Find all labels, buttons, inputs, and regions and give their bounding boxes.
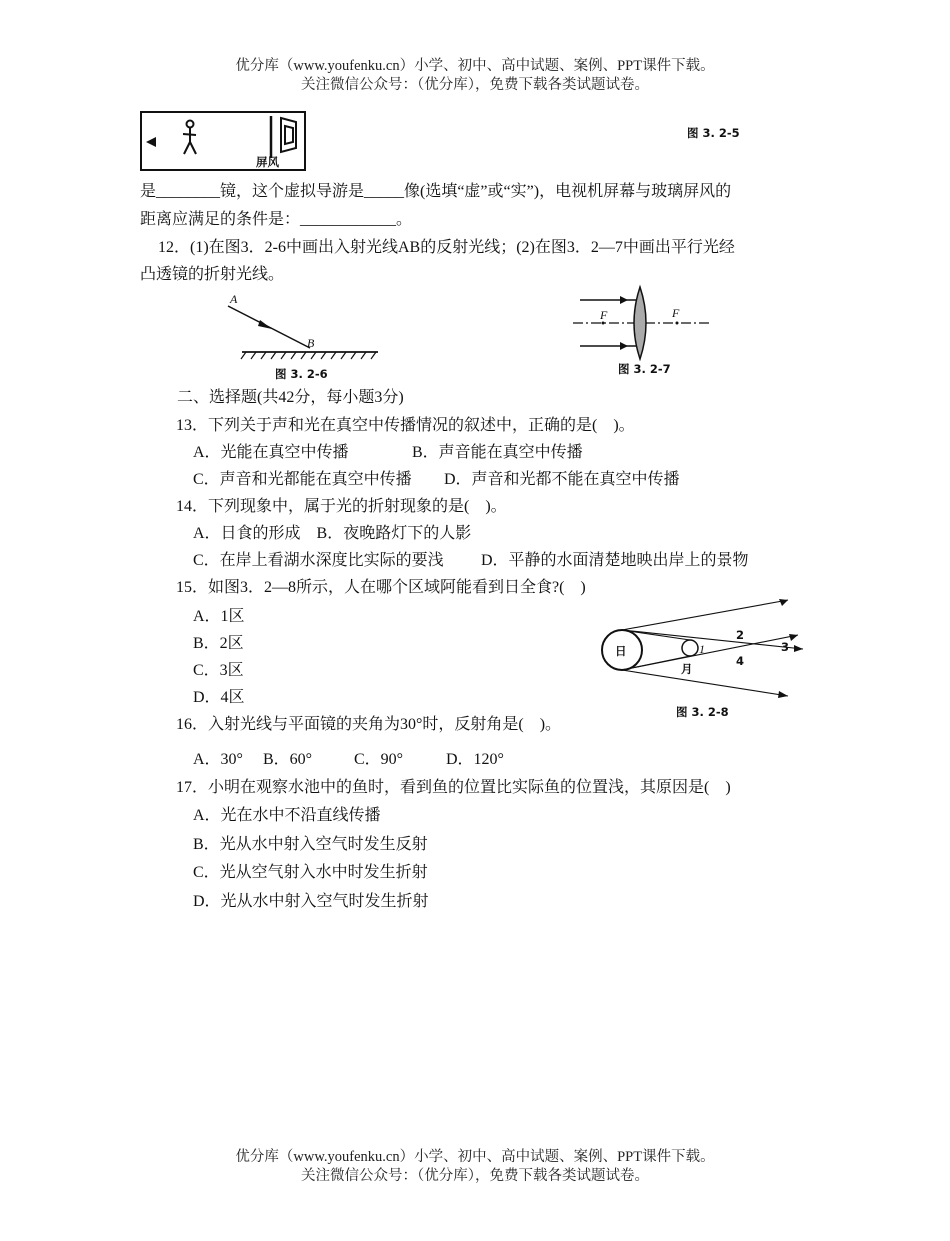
section-2-title: 二、选择题(共42分，每小题3分)	[177, 389, 404, 406]
figure-3-2-5-caption: 图 3. 2-5	[687, 126, 740, 140]
q13-stem: 13．下列关于声和光在真空中传播情况的叙述中，正确的是( )。	[176, 417, 635, 434]
q15-stem: 15．如图3．2—8所示，人在哪个区域阿能看到日全食?( )	[176, 579, 586, 596]
zone-1-label: 1	[699, 642, 705, 656]
ray-arrow-mid-icon	[789, 634, 798, 641]
light-rays	[622, 600, 803, 696]
q15-option-a: A．1区	[193, 608, 245, 625]
figure-3-2-5	[138, 108, 308, 173]
sun-label: 日	[615, 644, 627, 658]
ray-arrow-bottom-icon	[778, 691, 788, 698]
q11-line-1: 是________镜，这个虚拟导游是_____像(选填“虚”或“实”)，电视机屏幕与玻璃屏风的	[140, 183, 732, 200]
q16-stem: 16．入射光线与平面镜的夹角为30°时，反射角是( )。	[176, 716, 562, 733]
q14-option-c: C．在岸上看湖水深度比实际的要浅	[193, 552, 444, 569]
q17-option-d: D．光从水中射入空气时发生折射	[193, 893, 429, 910]
header-line-2: 关注微信公众号：（优分库），免费下载各类试题试卷。	[301, 77, 649, 93]
q17-option-c: C．光从空气射入水中时发生折射	[193, 864, 428, 881]
q16-option-d: D．120°	[446, 751, 504, 768]
zone-4-label: 4	[736, 654, 745, 668]
q15-option-c: C．3区	[193, 662, 244, 679]
figure-3-2-8	[598, 595, 808, 725]
zone-2-label: 2	[736, 628, 745, 642]
q17-option-b: B．光从水中射入空气时发生反射	[193, 836, 428, 853]
q12-line-1: 12．(1)在图3．2-6中画出入射光线AB的反射光线；(2)在图3．2—7中画出平行光经	[158, 239, 735, 256]
walking-person-icon	[183, 121, 196, 155]
figure-3-2-6	[220, 290, 385, 385]
q16-option-c: C．90°	[354, 751, 404, 768]
figure-3-2-5-caption-wrap	[685, 125, 755, 141]
figure-3-2-7-caption: 图 3. 2-7	[618, 362, 671, 376]
label-b: B	[307, 336, 315, 350]
q16-option-b: B．60°	[263, 751, 313, 768]
mirror-hatching	[241, 352, 376, 359]
footer-line-2: 关注微信公众号：（优分库），免费下载各类试题试卷。	[301, 1168, 649, 1184]
label-f-left: F	[600, 308, 608, 322]
q13-option-d: D．声音和光都不能在真空中传播	[444, 471, 680, 488]
q12-line-2: 凸透镜的折射光线。	[140, 266, 285, 283]
q14-option-d: D．平静的水面清楚地映出岸上的景物	[481, 552, 749, 569]
moon-circle	[682, 640, 698, 656]
label-a: A	[230, 292, 238, 306]
q17-option-a: A．光在水中不沿直线传播	[193, 807, 381, 824]
ray-arrow-right-icon	[794, 645, 803, 652]
q11-line-2: 距离应满足的条件是：____________。	[140, 211, 413, 228]
convex-lens	[634, 287, 646, 359]
ray-top-arrow-icon	[620, 296, 628, 304]
moon-label: 月	[681, 662, 693, 676]
header-line-1: 优分库（www.youfenku.cn）小学、初中、高中试题、案例、PPT课件下载。	[235, 58, 715, 74]
ray-arrow-top-icon	[779, 599, 788, 606]
q15-option-d: D．4区	[193, 689, 245, 706]
label-f-right: F	[672, 306, 680, 320]
footer-line-1: 优分库（www.youfenku.cn）小学、初中、高中试题、案例、PPT课件下载。	[235, 1149, 715, 1165]
q17-stem: 17．小明在观察水池中的鱼时，看到鱼的位置比实际鱼的位置浅，其原因是( )	[176, 779, 731, 796]
q13-option-c: C．声音和光都能在真空中传播	[193, 471, 412, 488]
screen-label: 屏风	[256, 155, 279, 169]
q16-option-a: A．30°	[193, 751, 243, 768]
zone-3-label: 3	[781, 640, 790, 654]
q13-option-a: A．光能在真空中传播	[193, 444, 349, 461]
figure-3-2-6-caption: 图 3. 2-6	[275, 367, 328, 381]
focus-point-right	[676, 322, 679, 325]
q13-option-b: B．声音能在真空中传播	[412, 444, 583, 461]
figure-3-2-7	[570, 283, 715, 378]
ray-bottom-arrow-icon	[620, 342, 628, 350]
q14-stem: 14．下列现象中，属于光的折射现象的是( )。	[176, 498, 507, 515]
tv-icon	[281, 118, 296, 152]
ray-arrow-icon	[258, 320, 272, 329]
q15-option-b: B．2区	[193, 635, 244, 652]
arrow-icon	[146, 137, 156, 147]
figure-3-2-8-caption: 图 3. 2-8	[676, 705, 729, 719]
q14-option-ab: A．日食的形成 B．夜晚路灯下的人影	[193, 525, 472, 542]
